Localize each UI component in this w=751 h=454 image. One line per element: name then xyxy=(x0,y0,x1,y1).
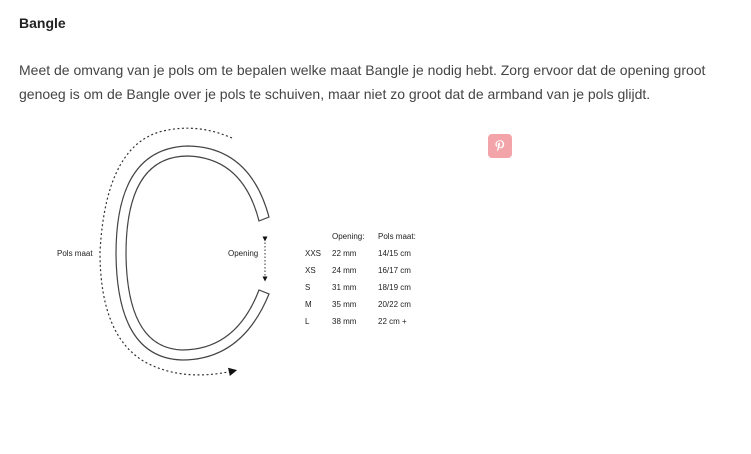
opening-cell: 38 mm xyxy=(332,317,357,326)
size-cell: L xyxy=(305,317,310,326)
opening-cell: 24 mm xyxy=(332,266,357,275)
bangle-size-figure xyxy=(50,122,450,392)
table-row xyxy=(305,279,438,296)
opening-cell: 35 mm xyxy=(332,300,357,309)
opening-label: Opening xyxy=(228,249,259,258)
size-cell: XS xyxy=(305,266,316,275)
table-row xyxy=(305,296,438,313)
circumference-arrow xyxy=(100,128,233,375)
pols-cell: 20/22 cm xyxy=(378,300,411,309)
pinterest-icon xyxy=(492,138,508,154)
pols-maat-label: Pols maat xyxy=(57,249,93,258)
size-cell: S xyxy=(305,283,311,292)
table-row xyxy=(305,245,438,262)
size-cell: M xyxy=(305,300,312,309)
size-header xyxy=(305,228,332,245)
pols-cell: 16/17 cm xyxy=(378,266,411,275)
pols-cell: 22 cm + xyxy=(378,317,407,326)
size-table-header xyxy=(305,228,438,245)
intro-text: Meet de omvang van je pols om te bepalen welke maat Bangle je nodig hebt. Zorg ervoor dat de opening groot genoeg is om de Bangle over je pols te schuiven, maar niet zo groot dat de armband van je pols glijdt. xyxy=(19,62,706,102)
table-row xyxy=(305,262,438,279)
pols-header: Pols maat: xyxy=(378,232,416,241)
table-row xyxy=(305,313,438,330)
opening-cell: 22 mm xyxy=(332,249,357,258)
pols-cell: 18/19 cm xyxy=(378,283,411,292)
pinterest-pin-button[interactable] xyxy=(488,134,512,158)
opening-header: Opening: xyxy=(332,232,365,241)
size-table xyxy=(305,228,438,330)
size-cell: XXS xyxy=(305,249,322,258)
pols-cell: 14/15 cm xyxy=(378,249,411,258)
opening-cell: 31 mm xyxy=(332,283,357,292)
section-title: Bangle xyxy=(19,15,66,31)
